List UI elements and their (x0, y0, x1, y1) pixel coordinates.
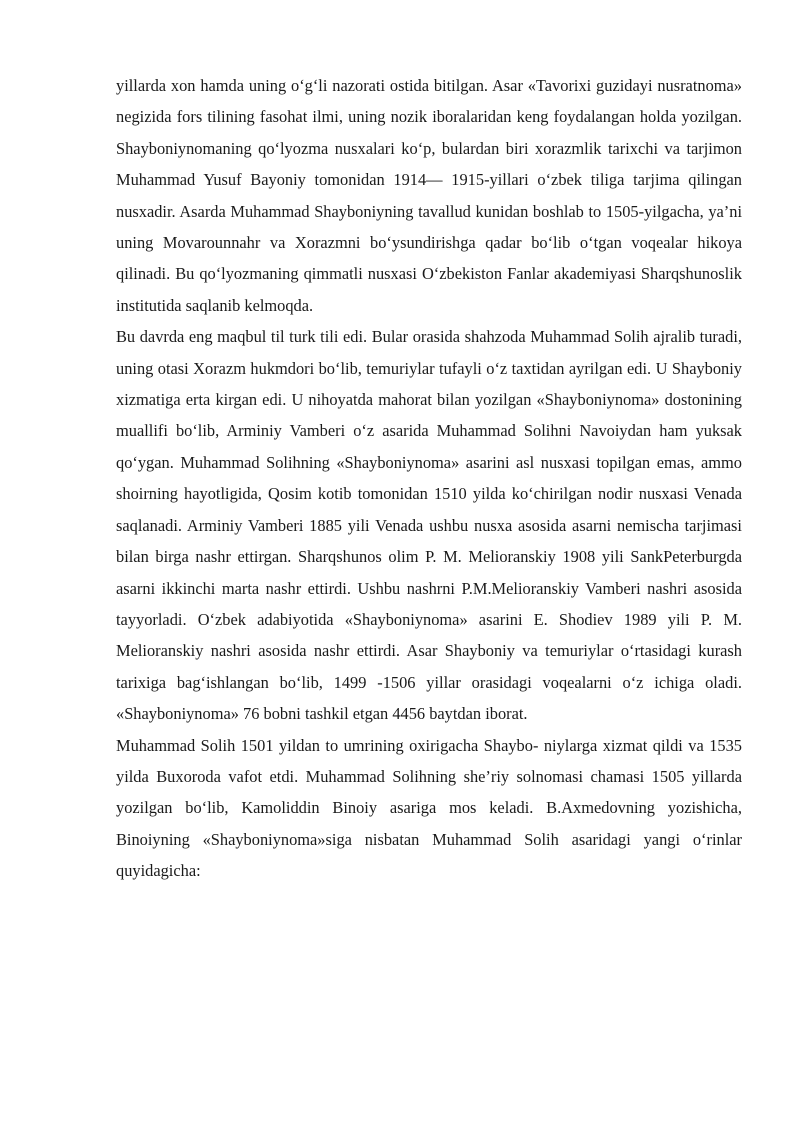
document-page (116, 70, 742, 887)
paragraph-1: yillarda xon hamda uning o‘g‘li nazorati ostida bitilgan. Asar «Tavorixi guzidayi nusratnoma» negizida fors tilining fasohat ilmi, uning nozik iboralaridan keng foydalangan holda yozilgan. Shayboniynomaning qo‘lyozma nusxalari ko‘p, bulardan biri xorazmlik tarixchi va tarjimon Muhammad Yusuf Bayoniy tomonidan 1914— 1915-yillari o‘zbek tiliga tarjima qilingan nusxadir. Asarda Muhammad Shayboniyning tavallud kunidan boshlab to 1505-yilgacha, ya’ni uning Movarounnahr va Xorazmni bo‘ysundirishga qadar bo‘lib o‘tgan voqealar hikoya qilinadi. Bu qo‘lyozmaning qimmatli nusxasi O‘zbekiston Fanlar akademiyasi Sharqshunoslik institutida saqlanib kelmoqda. (116, 76, 742, 315)
paragraph-3: Muhammad Solih 1501 yildan to umrining oxirigacha Shaybo- niylarga xizmat qildi va 1535 yilda Buxoroda vafot etdi. Muhammad Solihning she’riy solnomasi chamasi 1505 yillarda yozilgan bo‘lib, Kamoliddin Binoiy asariga mos keladi. B.Axmedovning yozishicha, Binoiyning «Shayboniynoma»siga nisbatan Muhammad Solih asaridagi yangi o‘rinlar quyidagicha: (116, 735, 742, 881)
paragraph-2: Bu davrda eng maqbul til turk tili edi. Bular orasida shahzoda Muhammad Solih ajralib turadi, uning otasi Xorazm hukmdori bo‘lib, temuriylar tufayli o‘z taxtidan ayrilgan edi. U Shayboniy xizmatiga erta kirgan edi. U nihoyatda mahorat bilan yozilgan «Shayboniynoma» dostonining muallifi bo‘lib, Arminiy Vamberi o‘z asarida Muhammad Solihni Navoiydan ham yuksak qo‘ygan. Muhammad Solihning «Shayboniynoma» asarini asl nusxasi topilgan emas, ammo shoirning hayotligida, Qosim kotib tomonidan 1510 yilda ko‘chirilgan nodir nusxasi Venada saqlanadi. Arminiy Vamberi 1885 yili Venada ushbu nusxa asosida asarni nemischa tarjimasi bilan birga nashr ettirgan. Sharqshunos olim P. M. Melioranskiy 1908 yili SankPeterburgda asarni ikkinchi marta nashr ettirdi. Ushbu nashrni P.M.Melioranskiy Vamberi nashri asosida tayyorladi. O‘zbek adabiyotida «Shayboniynoma» asarini E. Shodiev 1989 yili P. M. Melioranskiy nashri asosida nashr ettirdi. Asar Shayboniy va temuriylar o‘rtasidagi kurash tarixiga bag‘ishlangan bo‘lib, 1499 -1506 yillar orasidagi voqealarni o‘z ichiga oladi. «Shayboniynoma» 76 bobni tashkil etgan 4456 baytdan iborat. (116, 327, 742, 724)
